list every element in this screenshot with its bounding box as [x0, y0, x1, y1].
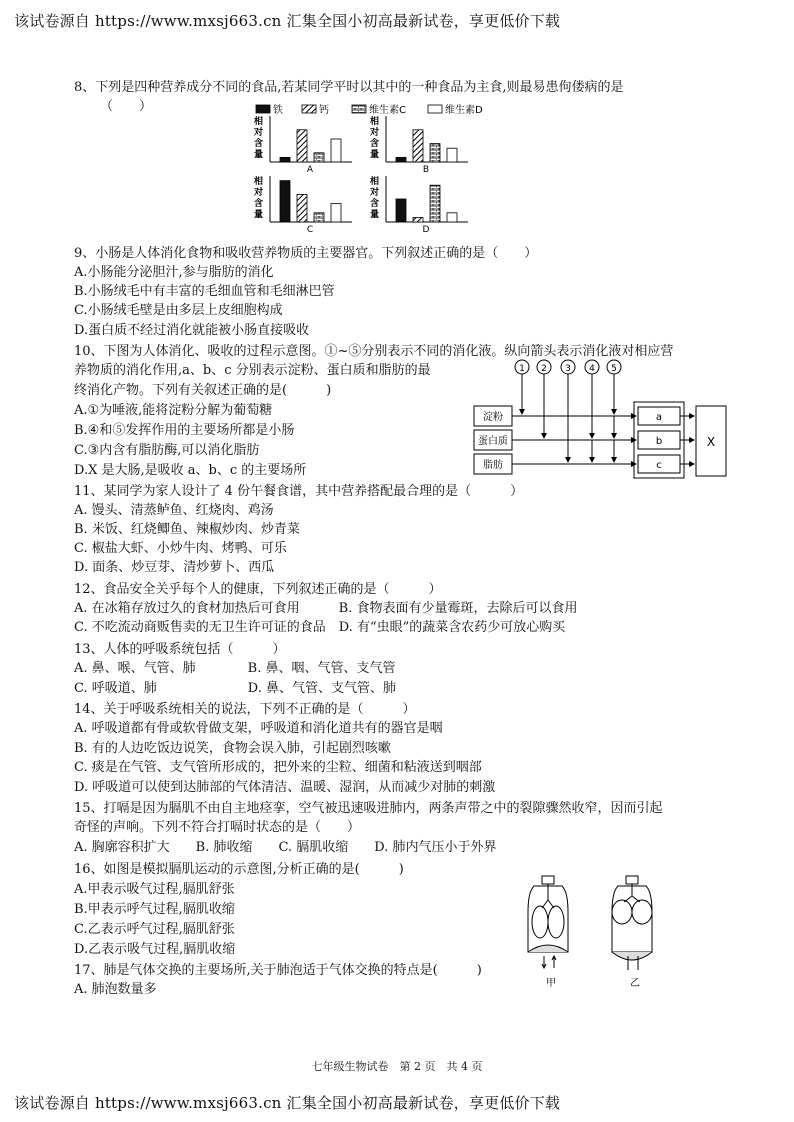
text-line: C. 不吃流动商贩售卖的无卫生许可证的食品 D. 有“虫眼”的蔬菜含农药少可放心购买 [74, 620, 566, 635]
bar [314, 213, 324, 222]
ylabel-char: 相 [370, 177, 380, 187]
bar [331, 139, 341, 162]
ylabel-char: 相 [254, 117, 264, 127]
text-line: 8、下列是四种营养成分不同的食品,若某同学平时以其中的一种食品为主食,则最易患佝偻病的是 [74, 80, 624, 95]
text-line: 16、如图是模拟膈肌运动的示意图,分析正确的是( ) [74, 862, 404, 877]
text-line: A.甲表示吸气过程,膈肌舒张 [74, 882, 235, 897]
bar [447, 148, 457, 162]
text-line: 奇怪的声响。下列不符合打嗝时状态的是（ ） [74, 820, 361, 835]
q8-nutrient-bar-charts [250, 100, 530, 235]
text-line: C.③内含有脂肪酶,可以消化脂肪 [74, 443, 260, 458]
panel-label: B [422, 165, 430, 175]
legend-label: 维生素C [369, 105, 406, 116]
jar-jia [528, 876, 568, 968]
ylabel-char: 对 [254, 128, 264, 138]
text-line: C.小肠绒毛壁是由多层上皮细胞构成 [74, 303, 283, 318]
text-line: 15、打嗝是因为膈肌不由自主地痉挛，空气被迅速吸进肺内，两条声带之中的裂隙骤然收窄，因而引起 [74, 801, 663, 816]
bar [413, 217, 423, 222]
bar-panel-D [369, 175, 468, 235]
ylabel-char: 相 [254, 177, 264, 187]
organ-label: X [706, 435, 716, 449]
bar [413, 130, 423, 162]
q8-panels [253, 115, 468, 235]
ylabel-char: 量 [370, 210, 380, 220]
text-line: A. 鼻、喉、气管、肺 B. 鼻、咽、气管、支气管 [74, 661, 396, 676]
legend-swatch [256, 105, 270, 113]
page-footer: 七年级生物试卷 第 2 页 共 4 页 [311, 1060, 483, 1073]
ylabel-char: 对 [254, 188, 264, 198]
ylabel-char: 相 [370, 117, 380, 127]
text-line: B.小肠绒毛中有丰富的毛细血管和毛细淋巴管 [74, 284, 335, 299]
bar [314, 153, 324, 162]
text-line: 10、下图为人体消化、吸收的过程示意图。①~⑤分别表示不同的消化液。纵向箭头表示消化液对相应营 [74, 344, 674, 359]
bar [280, 181, 290, 222]
q10-diagram-body [474, 360, 726, 478]
text-line: 终消化产物。下列有关叙述正确的是( ) [74, 383, 332, 398]
bar-panel-C [253, 175, 352, 235]
text-line: A. 胸廓容积扩大 B. 肺收缩 C. 膈肌收缩 D. 肺内气压小于外界 [74, 840, 497, 855]
product-label: c [656, 460, 662, 471]
text-line: C.乙表示呼气过程,膈肌舒张 [74, 922, 235, 937]
bar [430, 185, 440, 222]
text-line: D. 面条、炒豆芽、清炒萝卜、西瓜 [74, 560, 275, 575]
text-line: C. 椒盐大虾、小炒牛肉、烤鸭、可乐 [74, 541, 287, 556]
bar-panel-B [369, 115, 468, 175]
text-line: A.①为唾液,能将淀粉分解为葡萄糖 [74, 403, 273, 418]
ylabel-char: 量 [254, 210, 264, 220]
bar [447, 213, 457, 222]
text-line: C. 呼吸道、肺 D. 鼻、气管、支气管、肺 [74, 681, 396, 696]
juice-label: 3 [565, 364, 571, 374]
text-line: A.小肠能分泌胆汁,参与脂肪的消化 [74, 265, 274, 280]
text-line: C. 痰是在气管、支气管所形成的，把外来的尘粒、细菌和粘液送到咽部 [74, 760, 482, 775]
q10-digestion-diagram [472, 358, 750, 478]
label-yi: 乙 [630, 978, 640, 989]
text-line: 12、食品安全关乎每个人的健康，下列叙述正确的是（ ） [74, 582, 442, 597]
q8-legend [256, 103, 483, 116]
bar [280, 157, 290, 162]
bar [297, 130, 307, 162]
text-line: D.乙表示吸气过程,膈肌收缩 [74, 942, 236, 957]
header-banner: 该试卷源自 https://www.mxsj663.cn 汇集全国小初高最新试卷，享更低价下载 [14, 12, 561, 30]
ylabel-char: 含 [254, 139, 264, 149]
legend-label: 维生素D [445, 105, 483, 116]
ylabel-char: 含 [254, 199, 264, 209]
text-line: A. 呼吸道都有骨或软骨做支架，呼吸道和消化道共有的器官是咽 [74, 721, 443, 736]
text-line: B.④和⑤发挥作用的主要场所都是小肠 [74, 423, 295, 438]
panel-label: A [306, 165, 314, 175]
legend-swatch [302, 105, 316, 113]
ylabel-char: 对 [370, 188, 380, 198]
ylabel-char: 含 [370, 139, 380, 149]
nutrient-label: 淀粉 [483, 412, 503, 423]
q16-diaphragm-model [520, 872, 680, 992]
label-jia: 甲 [546, 978, 556, 989]
jar-yi [612, 876, 652, 970]
legend-swatch [352, 105, 366, 113]
text-line: D. 呼吸道可以使到达肺部的气体清洁、温暖、湿润，从而减少对肺的刺激 [74, 780, 496, 795]
text-line: 养物质的消化作用,a、b、c 分别表示淀粉、蛋白质和脂肪的最 [74, 363, 431, 378]
bar [396, 157, 406, 162]
text-line: 17、肺是气体交换的主要场所,关于肺泡适于气体交换的特点是( ) [74, 963, 482, 978]
text-line: D.X 是大肠,是吸收 a、b、c 的主要场所 [74, 463, 307, 478]
text-line: B. 米饭、红烧鲫鱼、辣椒炒肉、炒青菜 [74, 522, 300, 537]
ylabel-char: 含 [370, 199, 380, 209]
text-line: B. 有的人边吃饭边说笑，食物会误入肺，引起剧烈咳嗽 [74, 741, 391, 756]
footer-banner: 该试卷源自 https://www.mxsj663.cn 汇集全国小初高最新试卷，享更低价下载 [14, 1094, 561, 1112]
bar [297, 194, 307, 222]
legend-swatch [428, 105, 442, 113]
text-line: 13、人体的呼吸系统包括（ ） [74, 642, 286, 657]
ylabel-char: 量 [370, 150, 380, 160]
ylabel-char: 量 [254, 150, 264, 160]
legend-label: 铁 [273, 105, 283, 116]
text-line: 9、小肠是人体消化食物和吸收营养物质的主要器官。下列叙述正确的是（ ） [74, 246, 538, 261]
text-line: D.蛋白质不经过消化就能被小肠直接吸收 [74, 323, 310, 338]
text-line: A. 馒头、清蒸鲈鱼、红烧肉、鸡汤 [74, 503, 274, 518]
text-line: 11、某同学为家人设计了 4 份午餐食谱，其中营养搭配最合理的是（ ） [74, 484, 524, 499]
ylabel-char: 对 [370, 128, 380, 138]
nutrient-label: 蛋白质 [478, 436, 508, 447]
panel-label: C [306, 225, 314, 235]
text-line: 14、关于呼吸系统相关的说法，下列不正确的是（ ） [74, 702, 416, 717]
text-line: （ ） [100, 99, 153, 114]
bar [396, 199, 406, 222]
juice-label: 2 [541, 364, 547, 374]
text-line: A. 在冰箱存放过久的食材加热后可食用 B. 食物表面有少量霉斑，去除后可以食用 [74, 601, 578, 616]
panel-label: D [422, 225, 430, 235]
text-line: A. 肺泡数量多 [74, 982, 157, 997]
bar [331, 204, 341, 222]
product-label: a [655, 412, 663, 423]
legend-label: 钙 [319, 105, 329, 116]
text-line: B.甲表示呼气过程,膈肌收缩 [74, 902, 235, 917]
bar [430, 144, 440, 162]
bar-panel-A [253, 115, 352, 175]
nutrient-label: 脂肪 [483, 460, 503, 471]
juice-label: 4 [589, 364, 595, 374]
product-label: b [655, 436, 663, 447]
juice-label: 1 [519, 364, 525, 374]
juice-label: 5 [611, 364, 617, 374]
